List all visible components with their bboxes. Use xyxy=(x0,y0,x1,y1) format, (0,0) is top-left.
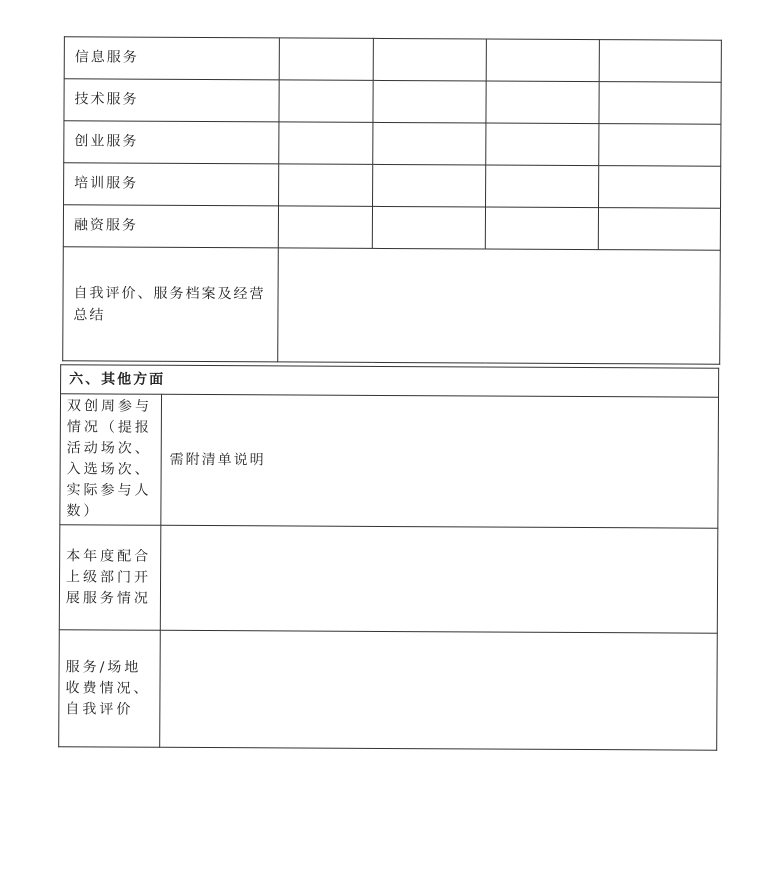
table-row xyxy=(59,525,718,633)
service-cell[interactable] xyxy=(278,206,372,248)
fee-eval-label: 服务/场地收费情况、自我评价 xyxy=(59,630,161,748)
self-eval-label: 自我评价、服务档案及经营总结 xyxy=(63,247,279,362)
service-table xyxy=(62,36,722,364)
service-cell[interactable] xyxy=(279,122,373,164)
double-innovation-label: 双创周参与情况（提报活动场次、入选场次、实际参与人数） xyxy=(60,394,162,526)
table-row xyxy=(64,79,721,124)
section-header-row xyxy=(61,365,719,397)
table-row xyxy=(64,121,721,166)
service-cell[interactable] xyxy=(485,207,598,250)
service-cell[interactable] xyxy=(279,38,373,80)
service-label-startup: 创业服务 xyxy=(64,121,279,164)
service-label-info: 信息服务 xyxy=(64,37,279,80)
service-cell[interactable] xyxy=(486,165,599,208)
table-row xyxy=(63,247,721,364)
service-cell[interactable] xyxy=(598,208,720,251)
double-innovation-field[interactable]: 需附清单说明 xyxy=(161,394,719,528)
service-cell[interactable] xyxy=(373,164,486,207)
section-title: 六、其他方面 xyxy=(61,365,719,397)
service-cell[interactable] xyxy=(599,124,721,167)
service-cell[interactable] xyxy=(373,38,486,81)
service-cell[interactable] xyxy=(486,81,599,124)
table-row xyxy=(60,394,719,528)
service-label-finance: 融资服务 xyxy=(63,205,278,248)
service-cell[interactable] xyxy=(279,80,373,122)
table-row xyxy=(59,630,718,750)
table-row xyxy=(64,37,721,82)
service-cell[interactable] xyxy=(599,82,721,125)
table-row xyxy=(64,163,721,208)
table-row xyxy=(63,205,720,250)
service-cell[interactable] xyxy=(373,122,486,165)
service-cell[interactable] xyxy=(486,39,599,82)
self-eval-field[interactable] xyxy=(278,248,721,364)
superior-cooperation-label: 本年度配合上级部门开展服务情况 xyxy=(59,525,161,631)
service-cell[interactable] xyxy=(486,123,599,166)
superior-cooperation-field[interactable] xyxy=(160,525,718,633)
service-cell[interactable] xyxy=(279,164,373,206)
service-cell[interactable] xyxy=(372,206,485,249)
other-aspects-table xyxy=(58,364,719,750)
service-label-training: 培训服务 xyxy=(64,163,279,206)
service-cell[interactable] xyxy=(599,40,721,83)
fee-eval-field[interactable] xyxy=(160,630,718,750)
service-label-tech: 技术服务 xyxy=(64,79,279,122)
service-cell[interactable] xyxy=(373,80,486,123)
service-cell[interactable] xyxy=(599,166,721,209)
